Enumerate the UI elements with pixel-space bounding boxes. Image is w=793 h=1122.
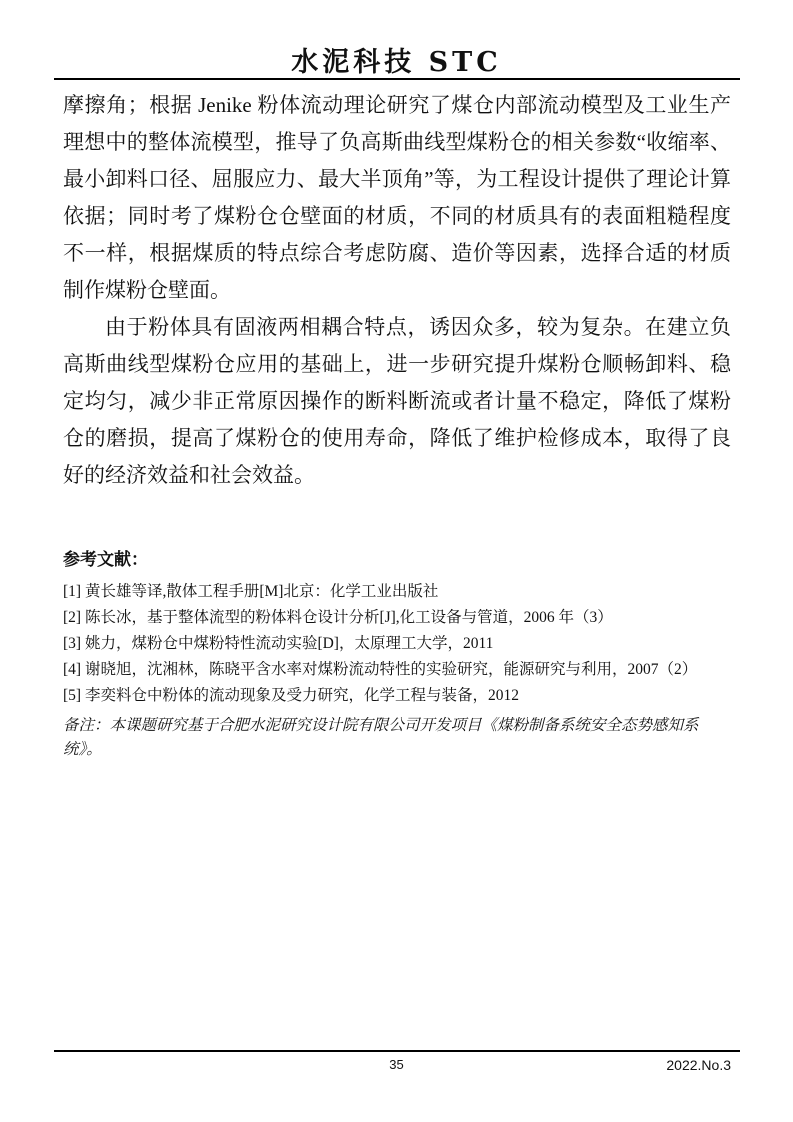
reference-item: [4] 谢晓旭，沈湘林，陈晓平含水率对煤粉流动特性的实验研究，能源研究与利用，2007（2）	[63, 661, 698, 678]
body-paragraph: 摩擦角；根据 Jenike 粉体流动理论研究了煤仓内部流动模型及工业生产理想中的整体流模型，推导了负高斯曲线型煤粉仓的相关参数“收缩率、最小卸料口径、屈服应力、最大半顶角”等，为工程设计提供了理论计算依据；同时考了煤粉仓仓壁面的材质，不同的材质具有的表面粗糙程度不一样，根据煤质的特点综合考虑防腐、造价等因素，选择合适的材质制作煤粉仓壁面。	[63, 93, 731, 302]
reference-item: [2] 陈长冰，基于整体流型的粉体料仓设计分析[J],化工设备与管道，2006 年（3）	[63, 609, 613, 626]
references-heading: 参考文献：	[63, 550, 148, 569]
references-section	[63, 545, 731, 709]
article-body	[63, 87, 731, 494]
references-list	[63, 579, 731, 709]
header-rule	[54, 78, 740, 80]
footer-rule	[54, 1050, 740, 1052]
page-number: 35	[389, 1057, 404, 1072]
reference-item: [3] 姚力，煤粉仓中煤粉特性流动实验[D]，太原理工大学，2011	[63, 635, 494, 652]
journal-title: 水泥科技 STC	[291, 47, 502, 78]
remark-note: 备注：本课题研究基于合肥水泥研究设计院有限公司开发项目《煤粉制备系统安全态势感知系统》。	[63, 717, 699, 758]
issue-number: 2022.No.3	[666, 1057, 731, 1073]
body-paragraph: 由于粉体具有固液两相耦合特点，诱因众多，较为复杂。在建立负高斯曲线型煤粉仓应用的基础上，进一步研究提升煤粉仓顺畅卸料、稳定均匀，减少非正常原因操作的断料断流或者计量不稳定，降低了煤粉仓的磨损，提高了煤粉仓的使用寿命，降低了维护检修成本，取得了良好的经济效益和社会效益。	[63, 315, 731, 487]
reference-item: [1] 黄长雄等译,散体工程手册[M]北京：化学工业出版社	[63, 583, 439, 600]
reference-item: [5] 李奕料仓中粉体的流动现象及受力研究，化学工程与装备，2012	[63, 687, 519, 704]
